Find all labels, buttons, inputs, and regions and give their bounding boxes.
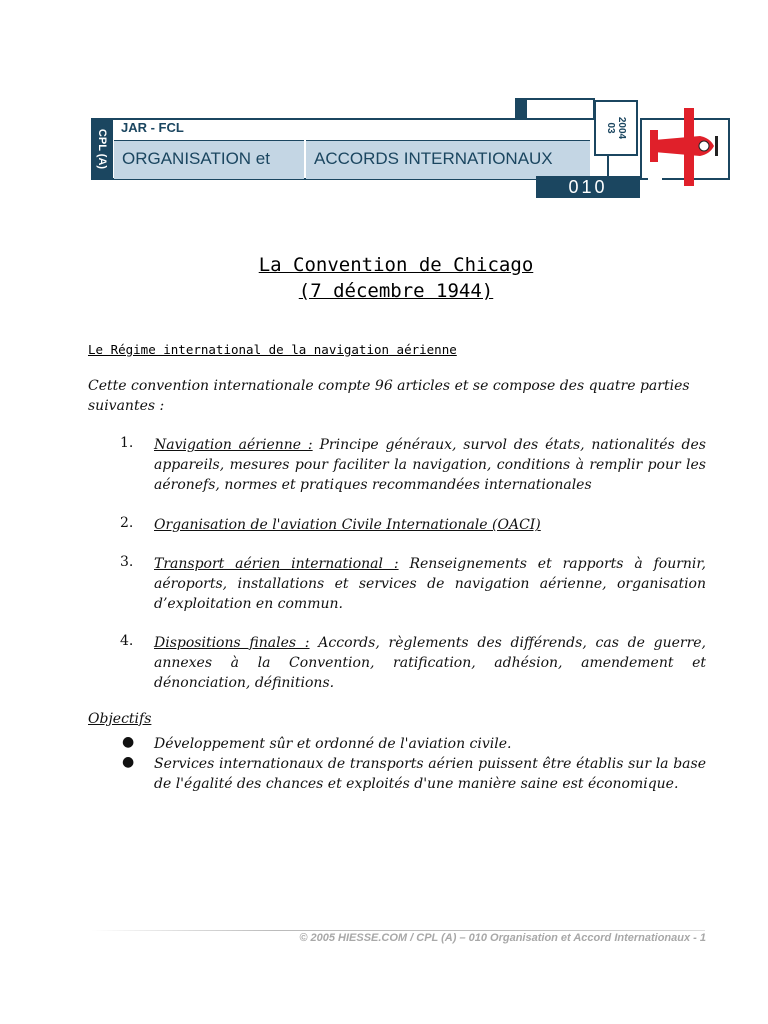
header-banner [0, 0, 768, 210]
bullet-icon: ● [122, 754, 135, 770]
list-item-body [154, 515, 706, 535]
year-label: 2004 03 [605, 116, 627, 140]
banner-tab-inner [527, 100, 593, 118]
list-item-label: Dispositions finales : [154, 635, 310, 651]
page-footer: © 2005 HIESSE.COM / CPL (A) – 010 Organisation et Accord Internationaux - 1 [299, 932, 706, 944]
list-item-text: Renseignements et rapports à fournir, aéroports, installations et services de navigation aérienne, organisation d’exploitation en commun. [154, 556, 707, 612]
accords-box [306, 140, 590, 179]
accords-label: ACCORDS INTERNATIONAUX [314, 149, 553, 168]
bullet-text: Services internationaux de transports aérien puissent être établis sur la base de l'égalité des chances et exploités d'une manière saine est économique. [154, 756, 706, 792]
list-item-label: Organisation de l'aviation Civile Internationale (OACI) [154, 517, 541, 533]
footer-divider [91, 930, 705, 931]
list-item-text: Accords, règlements des différends, cas de guerre, annexes à la Convention, ratification, adhésion, amendement et dénonciation, définitions. [154, 635, 706, 691]
list-item-body [154, 554, 706, 614]
document-title: La Convention de Chicago [258, 254, 534, 276]
bullet-icon: ● [122, 734, 135, 750]
list-item-text: Principe généraux, survol des états, nationalités des appareils, mesures pour faciliter la navigation, conditions à remplir pour les aéronefs, normes et pratiques recommandées internationales [154, 437, 706, 493]
cpl-label-bar [91, 118, 113, 180]
list-item-number: 2. [120, 515, 134, 531]
list-item-number: 4. [120, 633, 134, 649]
list-item-body [154, 633, 706, 693]
year-box [594, 100, 638, 156]
list-item-number: 3. [120, 554, 134, 570]
list-item-number: 1. [120, 435, 134, 451]
list-item-label: Transport aérien international : [154, 556, 399, 572]
list-item-body [154, 435, 706, 495]
section-heading: Le Régime international de la navigation aérienne [88, 342, 457, 357]
bullet-text: Développement sûr et ordonné de l'aviation civile. [154, 736, 512, 752]
organisation-label: ORGANISATION et [122, 149, 270, 168]
intro-paragraph: Cette convention internationale compte 96 articles et se compose des quatre parties suivantes : [88, 378, 690, 414]
objectives-heading: Objectifs [88, 711, 152, 727]
document-date: (7 décembre 1944) [298, 280, 494, 302]
jar-fcl-label: JAR - FCL [121, 120, 184, 135]
airplane-icon [648, 106, 720, 188]
cpl-label: CPL (A) [96, 128, 108, 170]
organisation-box [114, 140, 304, 179]
subject-code: 010 [536, 176, 640, 198]
list-item-label: Navigation aérienne : [154, 437, 313, 453]
